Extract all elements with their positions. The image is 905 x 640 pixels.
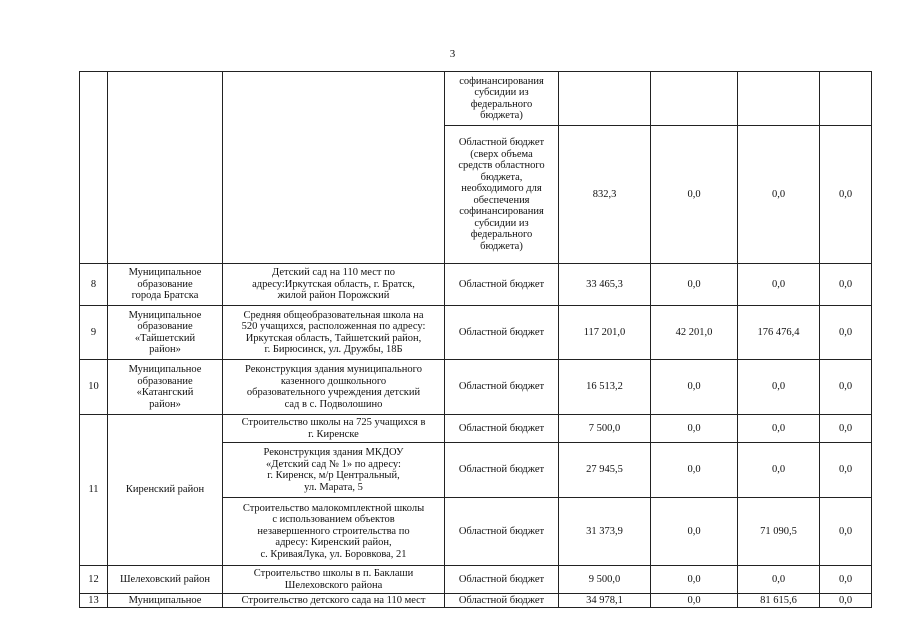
- value-cell: 0,0: [738, 415, 820, 443]
- municipality-cell: Муниципальное образование города Братска: [108, 264, 223, 306]
- value-cell: 0,0: [820, 594, 872, 608]
- value-cell: 16 513,2: [559, 360, 651, 415]
- value-cell: 7 500,0: [559, 415, 651, 443]
- value-cell: 0,0: [651, 360, 738, 415]
- value-cell: 0,0: [820, 264, 872, 306]
- municipality-cell: [108, 72, 223, 264]
- value-cell: [738, 72, 820, 126]
- value-cell: 0,0: [738, 264, 820, 306]
- value-cell: 42 201,0: [651, 306, 738, 360]
- row-number-cell: [80, 72, 108, 264]
- object-cell: Реконструкция здания МКДОУ «Детский сад № 1» по адресу: г. Киренск, м/р Центральный, ул. Марата, 5: [223, 443, 445, 498]
- funding-source-cell: Областной бюджет: [445, 415, 559, 443]
- municipality-cell: Муниципальное: [108, 594, 223, 608]
- municipality-cell: Муниципальное образование «Тайшетский район»: [108, 306, 223, 360]
- value-cell: 0,0: [738, 566, 820, 594]
- value-cell: 0,0: [738, 126, 820, 264]
- value-cell: [651, 72, 738, 126]
- municipality-cell: Шелеховский район: [108, 566, 223, 594]
- table-row: [80, 594, 872, 608]
- funding-source-cell: Областной бюджет: [445, 360, 559, 415]
- funding-source-cell: Областной бюджет: [445, 594, 559, 608]
- value-cell: 0,0: [651, 594, 738, 608]
- object-cell: Строительство школы на 725 учащихся в г. Киренске: [223, 415, 445, 443]
- table-row: [80, 306, 872, 360]
- table-row: [80, 360, 872, 415]
- value-cell: 117 201,0: [559, 306, 651, 360]
- object-cell: Детский сад на 110 мест по адресу:Иркутская область, г. Братск, жилой район Порожский: [223, 264, 445, 306]
- value-cell: 0,0: [651, 264, 738, 306]
- table-row: [80, 566, 872, 594]
- value-cell: 31 373,9: [559, 498, 651, 566]
- value-cell: 0,0: [651, 566, 738, 594]
- value-cell: 0,0: [651, 126, 738, 264]
- funding-source-cell: Областной бюджет: [445, 306, 559, 360]
- value-cell: 0,0: [820, 498, 872, 566]
- object-cell: Строительство школы в п. Баклаши Шелеховского района: [223, 566, 445, 594]
- table-row: [80, 72, 872, 126]
- value-cell: 0,0: [820, 126, 872, 264]
- municipality-cell: Киренский район: [108, 415, 223, 566]
- object-cell: Средняя общеобразовательная школа на 520 учащихся, расположенная по адресу: Иркутская область, Тайшетский район, г. Бирюсинск, ул. Дружбы, 18Б: [223, 306, 445, 360]
- value-cell: 9 500,0: [559, 566, 651, 594]
- value-cell: 0,0: [651, 498, 738, 566]
- funding-source-cell: Областной бюджет: [445, 443, 559, 498]
- municipality-cell: Муниципальное образование «Катангский район»: [108, 360, 223, 415]
- value-cell: 0,0: [820, 306, 872, 360]
- row-number-cell: 13: [80, 594, 108, 608]
- value-cell: 81 615,6: [738, 594, 820, 608]
- funding-source-cell: Областной бюджет: [445, 498, 559, 566]
- object-cell: [223, 72, 445, 264]
- value-cell: 0,0: [820, 360, 872, 415]
- row-number-cell: 10: [80, 360, 108, 415]
- object-cell: Строительство малокомплектной школы с использованием объектов незавершенного строительства по адресу: Киренский район, с. КриваяЛука, ул. Боровкова, 21: [223, 498, 445, 566]
- value-cell: 0,0: [738, 360, 820, 415]
- value-cell: 0,0: [820, 566, 872, 594]
- page-number: 3: [449, 48, 456, 60]
- value-cell: 34 978,1: [559, 594, 651, 608]
- object-cell: Строительство детского сада на 110 мест: [223, 594, 445, 608]
- object-cell: Реконструкция здания муниципального казенного дошкольного образовательного учреждения детский сад в с. Подволошино: [223, 360, 445, 415]
- value-cell: 0,0: [651, 443, 738, 498]
- value-cell: [559, 72, 651, 126]
- value-cell: 0,0: [651, 415, 738, 443]
- row-number-cell: 8: [80, 264, 108, 306]
- value-cell: 0,0: [820, 443, 872, 498]
- value-cell: 33 465,3: [559, 264, 651, 306]
- table-row: [80, 415, 872, 443]
- value-cell: 0,0: [738, 443, 820, 498]
- funding-source-cell: Областной бюджет: [445, 264, 559, 306]
- funding-source-cell: софинансирования субсидии из федерального бюджета): [445, 72, 559, 126]
- row-number-cell: 11: [80, 415, 108, 566]
- budget-table: [79, 71, 872, 608]
- value-cell: 27 945,5: [559, 443, 651, 498]
- table-row: [80, 264, 872, 306]
- funding-source-cell: Областной бюджет (сверх объема средств областного бюджета, необходимого для обеспечения софинансирования субсидии из федерального бюджета): [445, 126, 559, 264]
- row-number-cell: 9: [80, 306, 108, 360]
- value-cell: 71 090,5: [738, 498, 820, 566]
- value-cell: 0,0: [820, 415, 872, 443]
- value-cell: [820, 72, 872, 126]
- row-number-cell: 12: [80, 566, 108, 594]
- value-cell: 176 476,4: [738, 306, 820, 360]
- funding-source-cell: Областной бюджет: [445, 566, 559, 594]
- value-cell: 832,3: [559, 126, 651, 264]
